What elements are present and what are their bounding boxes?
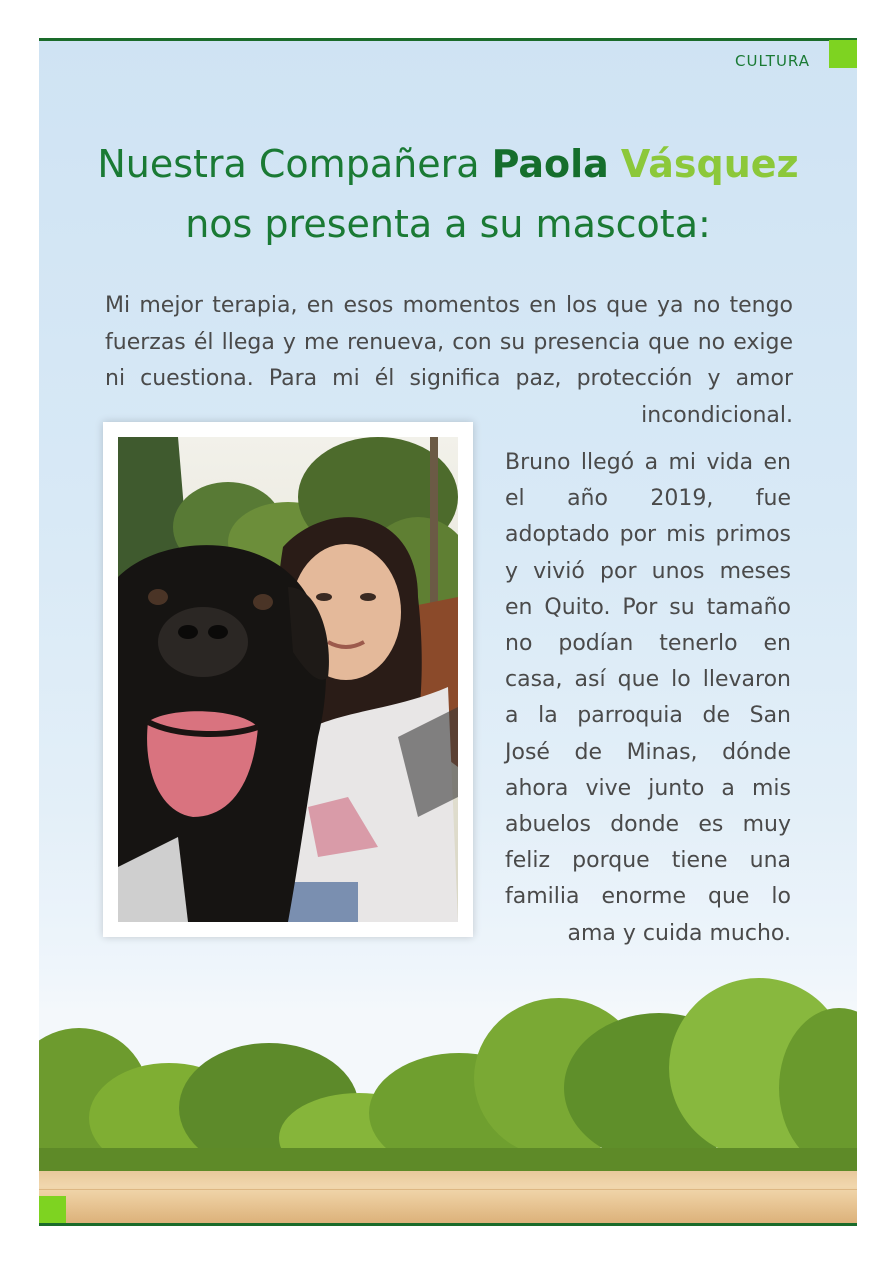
magazine-page: [39, 38, 857, 1226]
page-title: [39, 134, 857, 254]
title-prefix: Nuestra Compañera: [97, 142, 492, 186]
corner-accent-bottom: [39, 1196, 66, 1223]
top-rule: [39, 38, 857, 41]
intro-paragraph: Mi mejor terapia, en esos momentos en los que ya no tengo fuerzas él llega y me renueva, con su presencia que no exige ni cuestiona. Para mi él significa paz, protección y amor incondicional.: [105, 293, 793, 428]
bottom-rule: [39, 1223, 857, 1226]
section-label: CULTURA: [735, 52, 810, 70]
photo-frame: [103, 422, 473, 937]
wooden-plank: [39, 1171, 857, 1223]
wood-grain-line: [39, 1189, 857, 1190]
title-line2: nos presenta a su mascota:: [185, 202, 711, 246]
title-last-name: Vásquez: [620, 142, 799, 186]
story-paragraph: Bruno llegó a mi vida en el año 2019, fue adoptado por mis primos y vivió por unos meses en Quito. Por su tamaño no podían tenerlo en casa, así que lo llevaron a la parroquia de San José de Minas, dónde ahora vive junto a mis abuelos donde es muy feliz porque tiene una familia enorme que lo ama y cuida mucho.: [505, 450, 791, 946]
title-first-name: Paola: [491, 142, 609, 186]
corner-accent-top: [829, 40, 857, 68]
dog-owner-photo: [118, 437, 458, 922]
treeline-illustration: [39, 968, 857, 1178]
